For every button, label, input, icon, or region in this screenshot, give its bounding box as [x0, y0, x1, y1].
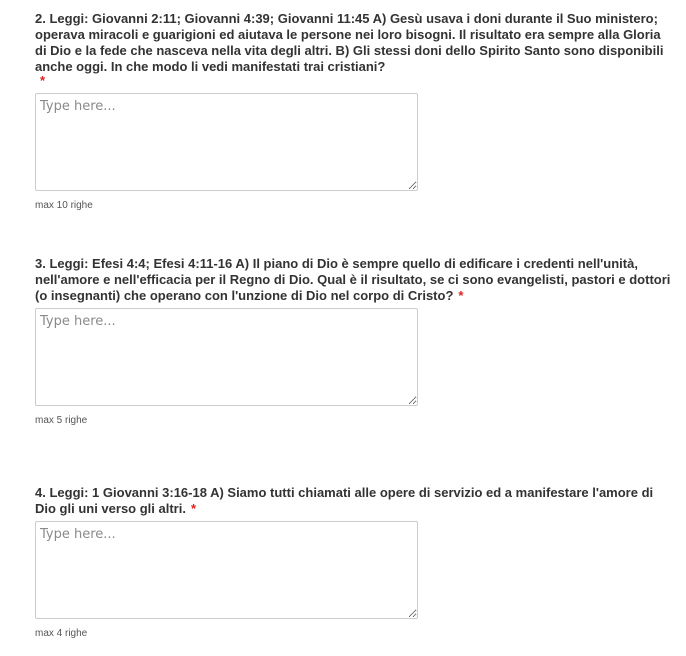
question-4-label: [35, 485, 675, 517]
question-3-answer-input[interactable]: [35, 308, 418, 406]
question-2-label: [35, 11, 675, 89]
question-4-required-mark: *: [190, 501, 197, 516]
question-3-required-mark: *: [458, 288, 464, 303]
question-4-answer-input[interactable]: [35, 521, 418, 619]
question-3-label: [35, 256, 675, 304]
question-2-required-mark: *: [40, 73, 46, 88]
question-2: [35, 11, 675, 212]
question-4-text: 4. Leggi: 1 Giovanni 3:16-18 A) Siamo tutti chiamati alle opere di servizio ed a manifestare l'amore di Dio gli uni verso gli altri.: [35, 485, 654, 516]
question-3-sublabel: max 5 righe: [35, 415, 88, 426]
question-3: [35, 256, 675, 427]
question-4-sublabel: max 4 righe: [35, 628, 88, 639]
question-2-text: 2. Leggi: Giovanni 2:11; Giovanni 4:39; Giovanni 11:45 A) Gesù usava i doni durante il Suo ministero; operava miracoli e guarigioni ed aiutava le persone nei loro bisogni. Il risultato era sempre alla Gloria di Dio e la fede che nasceva nella vita degli altri. B) Gli stessi doni dello Spirito Santo sono disponibili anche oggi. In che modo li vedi manifestati trai cristiani?: [35, 11, 664, 74]
question-4: [35, 485, 675, 640]
question-3-text: 3. Leggi: Efesi 4:4; Efesi 4:11-16 A) Il piano di Dio è sempre quello di edificare i credenti nell'unità, nell'amore e nell'efficacia per il Regno di Dio. Qual è il risultato, se ci sono evangelisti, pastori e dottori (o insegnanti) che operano con l'unzione di Dio nel corpo di Cristo?: [35, 256, 671, 303]
question-2-answer-input[interactable]: [35, 93, 418, 191]
question-2-sublabel: max 10 righe: [35, 200, 93, 211]
